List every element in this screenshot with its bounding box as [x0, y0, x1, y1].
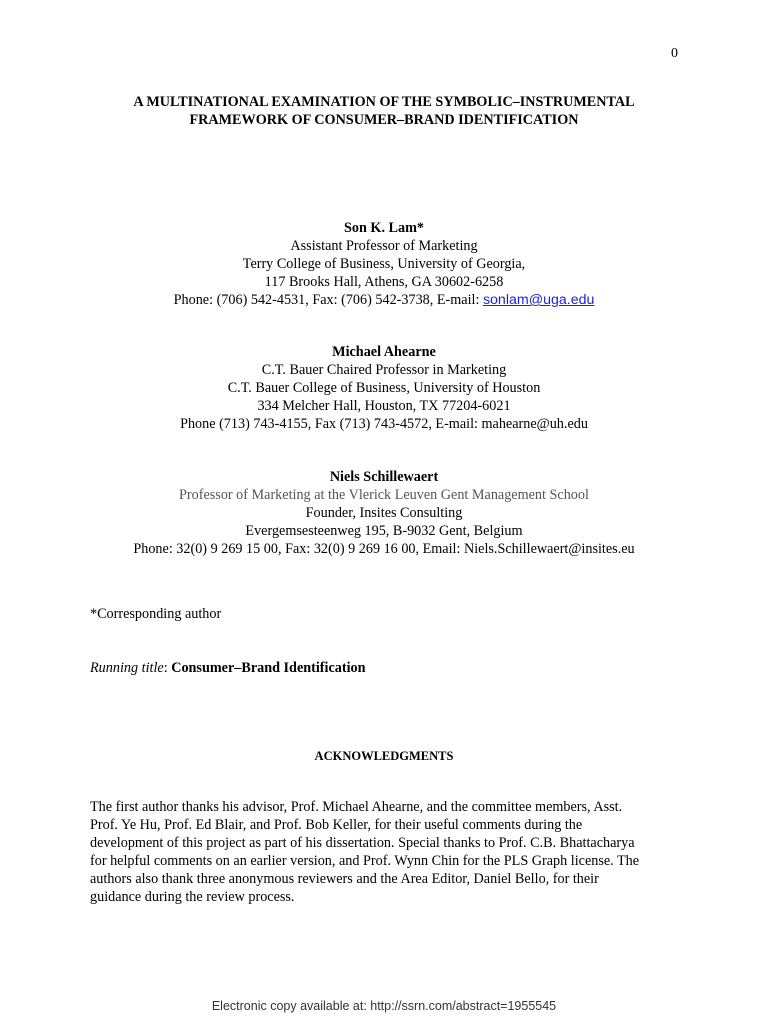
footer-ssrn-note: Electronic copy available at: http://ssrn.com/abstract=1955545 — [211, 999, 557, 1013]
author-affiliation: Founder, Insites Consulting — [305, 505, 463, 521]
author-affiliation: C.T. Bauer College of Business, University of Houston — [227, 380, 541, 396]
author-affiliation: Terry College of Business, University of Georgia, — [242, 256, 526, 272]
author-contact: Phone: 32(0) 9 269 15 00, Fax: 32(0) 9 269 16 00, Email: Niels.Schillewaert@insites.eu — [133, 541, 635, 557]
acknowledgments-line: authors also thank three anonymous reviewers and the Area Editor, Daniel Bello, for their — [90, 871, 599, 887]
acknowledgments-line: The first author thanks his advisor, Prof. Michael Ahearne, and the committee members, Asst. — [90, 799, 623, 815]
acknowledgments-line: guidance during the review process. — [90, 889, 295, 905]
corresponding-author-note: *Corresponding author — [90, 606, 222, 622]
page-number: 0 — [671, 46, 678, 61]
acknowledgments-line: for helpful comments on an earlier version, and Prof. Wynn Chin for the PLS Graph license. The — [90, 853, 640, 869]
running-title — [90, 660, 366, 677]
paper-title-line-2: FRAMEWORK OF CONSUMER–BRAND IDENTIFICATION — [189, 112, 579, 128]
author-address: 334 Melcher Hall, Houston, TX 77204-6021 — [257, 398, 511, 414]
author-email-link[interactable]: sonlam@uga.edu — [482, 292, 595, 308]
author-block-schillewaert — [0, 468, 768, 558]
acknowledgments-heading: ACKNOWLEDGMENTS — [314, 749, 454, 763]
author-name: Michael Ahearne — [332, 344, 436, 360]
author-name: Son K. Lam* — [343, 220, 425, 236]
author-contact — [0, 291, 768, 309]
author-name: Niels Schillewaert — [329, 469, 439, 485]
paper-title-line-1: A MULTINATIONAL EXAMINATION OF THE SYMBOLIC–INSTRUMENTAL — [133, 94, 635, 110]
running-title-label: Running title — [90, 660, 164, 676]
author-address: Evergemsesteenweg 195, B-9032 Gent, Belgium — [245, 523, 523, 539]
author-position: Assistant Professor of Marketing — [290, 238, 478, 254]
author-position: Professor of Marketing at the Vlerick Leuven Gent Management School — [179, 487, 589, 503]
acknowledgments-body — [90, 798, 690, 906]
paper-title — [0, 93, 768, 129]
running-title-value: Consumer–Brand Identification — [171, 660, 366, 676]
running-title-separator: : — [163, 660, 172, 676]
acknowledgments-line: development of this project as part of his dissertation. Special thanks to Prof. C.B. Bhattacharya — [90, 835, 635, 851]
author-address: 117 Brooks Hall, Athens, GA 30602-6258 — [264, 274, 504, 290]
author-contact-text: Phone: (706) 542-4531, Fax: (706) 542-3738, E-mail: — [173, 292, 483, 308]
author-block-ahearne — [0, 343, 768, 433]
author-block-lam — [0, 219, 768, 309]
author-position: C.T. Bauer Chaired Professor in Marketing — [261, 362, 507, 378]
acknowledgments-line: Prof. Ye Hu, Prof. Ed Blair, and Prof. Bob Keller, for their useful comments during the — [90, 817, 583, 833]
author-contact: Phone (713) 743-4155, Fax (713) 743-4572, E-mail: mahearne@uh.edu — [180, 416, 588, 432]
